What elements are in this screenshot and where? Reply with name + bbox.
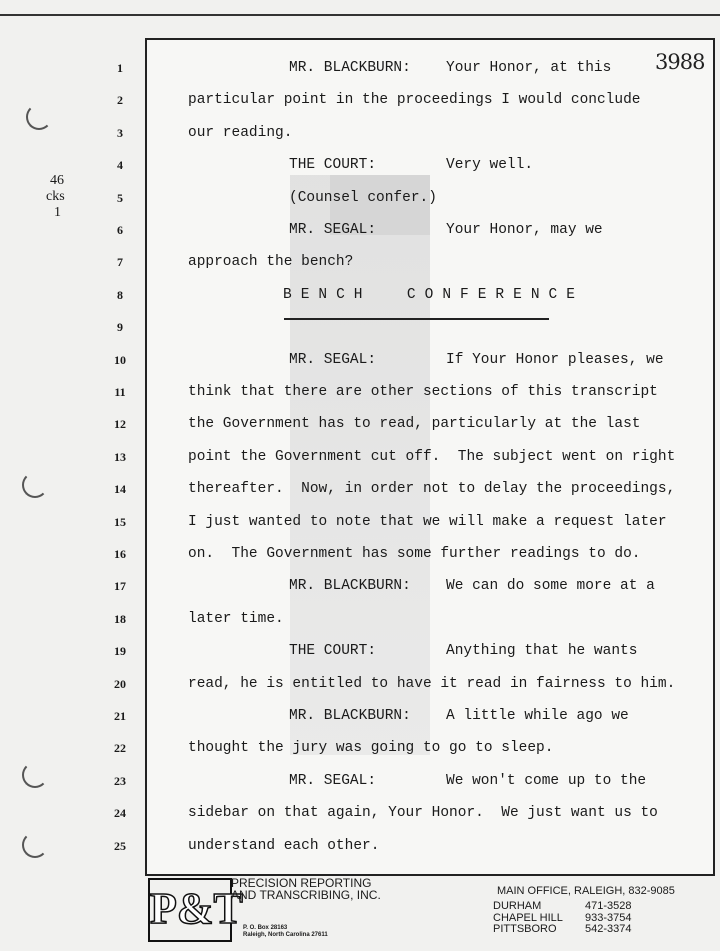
punch-hole-icon: [22, 762, 48, 788]
margin-note: [46, 173, 65, 221]
line-text: thereafter. Now, in order not to delay the proceedings,: [188, 481, 676, 498]
margin-note-line: cks: [46, 189, 65, 204]
line-text: read, he is entitled to have it read in fairness to him.: [188, 675, 676, 692]
line-text: We won't come up to the: [446, 772, 647, 789]
line-text: on. The Government has some further readings to do.: [188, 546, 641, 562]
branch-city: DURHAM: [493, 900, 542, 912]
line-number: 7: [117, 255, 123, 270]
line-number: 5: [117, 190, 123, 205]
punch-hole-icon: [22, 472, 48, 498]
line-number: 24: [114, 806, 126, 821]
punch-hole-icon: [22, 832, 48, 858]
line-text: understand each other.: [188, 837, 380, 854]
line-number: 3: [117, 125, 123, 140]
line-number: 9: [117, 320, 123, 335]
company-line: AND TRANSCRIBING, INC.: [231, 888, 381, 902]
line-text: Very well.: [446, 157, 534, 174]
speaker-label: MR. SEGAL:: [289, 222, 377, 238]
main-office: MAIN OFFICE, RALEIGH, 832-9085: [497, 885, 675, 897]
company-line: PRECISION REPORTING: [231, 876, 372, 890]
line-number: 25: [114, 838, 126, 853]
address: Raleigh, North Carolina 27611: [243, 932, 328, 938]
line-text: the Government has to read, particularly at the last: [188, 416, 641, 433]
line-number: 17: [114, 579, 126, 594]
footer: [145, 876, 715, 946]
line-number: 1: [117, 61, 123, 75]
line-number: 23: [114, 773, 126, 788]
speaker-label: MR. SEGAL:: [289, 772, 377, 789]
line-number: 18: [114, 611, 126, 626]
line-text: If Your Honor pleases, we: [446, 351, 664, 368]
speaker-label: MR. BLACKBURN:: [289, 578, 411, 595]
company-name: [231, 877, 381, 901]
branch-city: CHAPEL HILL: [493, 911, 563, 924]
margin-note-line: 46: [50, 173, 64, 188]
margin-note-line: 1: [54, 205, 61, 220]
branch-office: [493, 924, 632, 936]
line-number: 13: [114, 449, 126, 464]
line-number: 21: [114, 709, 126, 723]
branch-office: [493, 901, 632, 913]
line-number: 20: [114, 676, 126, 691]
section-heading: BENCH CONFERENCE: [283, 286, 584, 303]
line-number: 4: [117, 158, 123, 173]
line-text: I just wanted to note that we will make a request later: [188, 513, 667, 530]
line-number: 8: [117, 287, 123, 302]
branch-phone: 933-3754: [585, 911, 632, 924]
line-text: We can do some more at a: [446, 578, 655, 595]
heading-underline: [284, 318, 549, 320]
speaker-label: MR. BLACKBURN:: [289, 60, 411, 76]
page-edge: [0, 14, 720, 16]
speaker-label: MR. BLACKBURN:: [289, 708, 411, 724]
line-text: later time.: [188, 610, 284, 627]
parenthetical: (Counsel confer.): [289, 189, 437, 206]
line-text: A little while ago we: [446, 708, 629, 724]
punch-hole-icon: [26, 104, 52, 130]
speaker-label: THE COURT:: [289, 157, 377, 174]
line-text: approach the bench?: [188, 254, 354, 271]
line-number: 12: [114, 417, 126, 432]
line-number: 16: [114, 547, 126, 561]
branch-offices: [493, 901, 632, 936]
line-text: Your Honor, at this: [446, 60, 612, 76]
line-text: Anything that he wants: [446, 643, 638, 660]
line-number: 2: [117, 93, 123, 108]
branch-phone: 542-3374: [585, 923, 632, 935]
speaker-label: MR. SEGAL:: [289, 351, 377, 368]
branch-city: PITTSBORO: [493, 923, 557, 935]
line-text: our reading.: [188, 124, 293, 141]
line-number: 11: [114, 385, 126, 399]
company-address: [243, 925, 328, 939]
line-text: thought the jury was going to go to sleep.: [188, 740, 554, 757]
speaker-label: THE COURT:: [289, 643, 377, 660]
line-text: particular point in the proceedings I would conclude: [188, 92, 641, 109]
po-box: P. O. Box 28163: [243, 925, 288, 931]
line-text: think that there are other sections of this transcript: [188, 384, 658, 400]
line-number: 6: [117, 223, 123, 237]
page-number: 3988: [655, 50, 705, 74]
line-number: 14: [114, 482, 126, 497]
line-text: point the Government cut off. The subject went on right: [188, 448, 676, 465]
line-text: Your Honor, may we: [446, 222, 603, 238]
line-number: 15: [114, 514, 126, 529]
branch-phone: 471-3528: [585, 900, 632, 912]
line-number: 22: [114, 741, 126, 756]
line-number: 19: [114, 644, 126, 659]
company-logo: P&T: [148, 878, 232, 942]
line-number: 10: [114, 352, 126, 367]
line-text: sidebar on that again, Your Honor. We just want us to: [188, 805, 658, 822]
